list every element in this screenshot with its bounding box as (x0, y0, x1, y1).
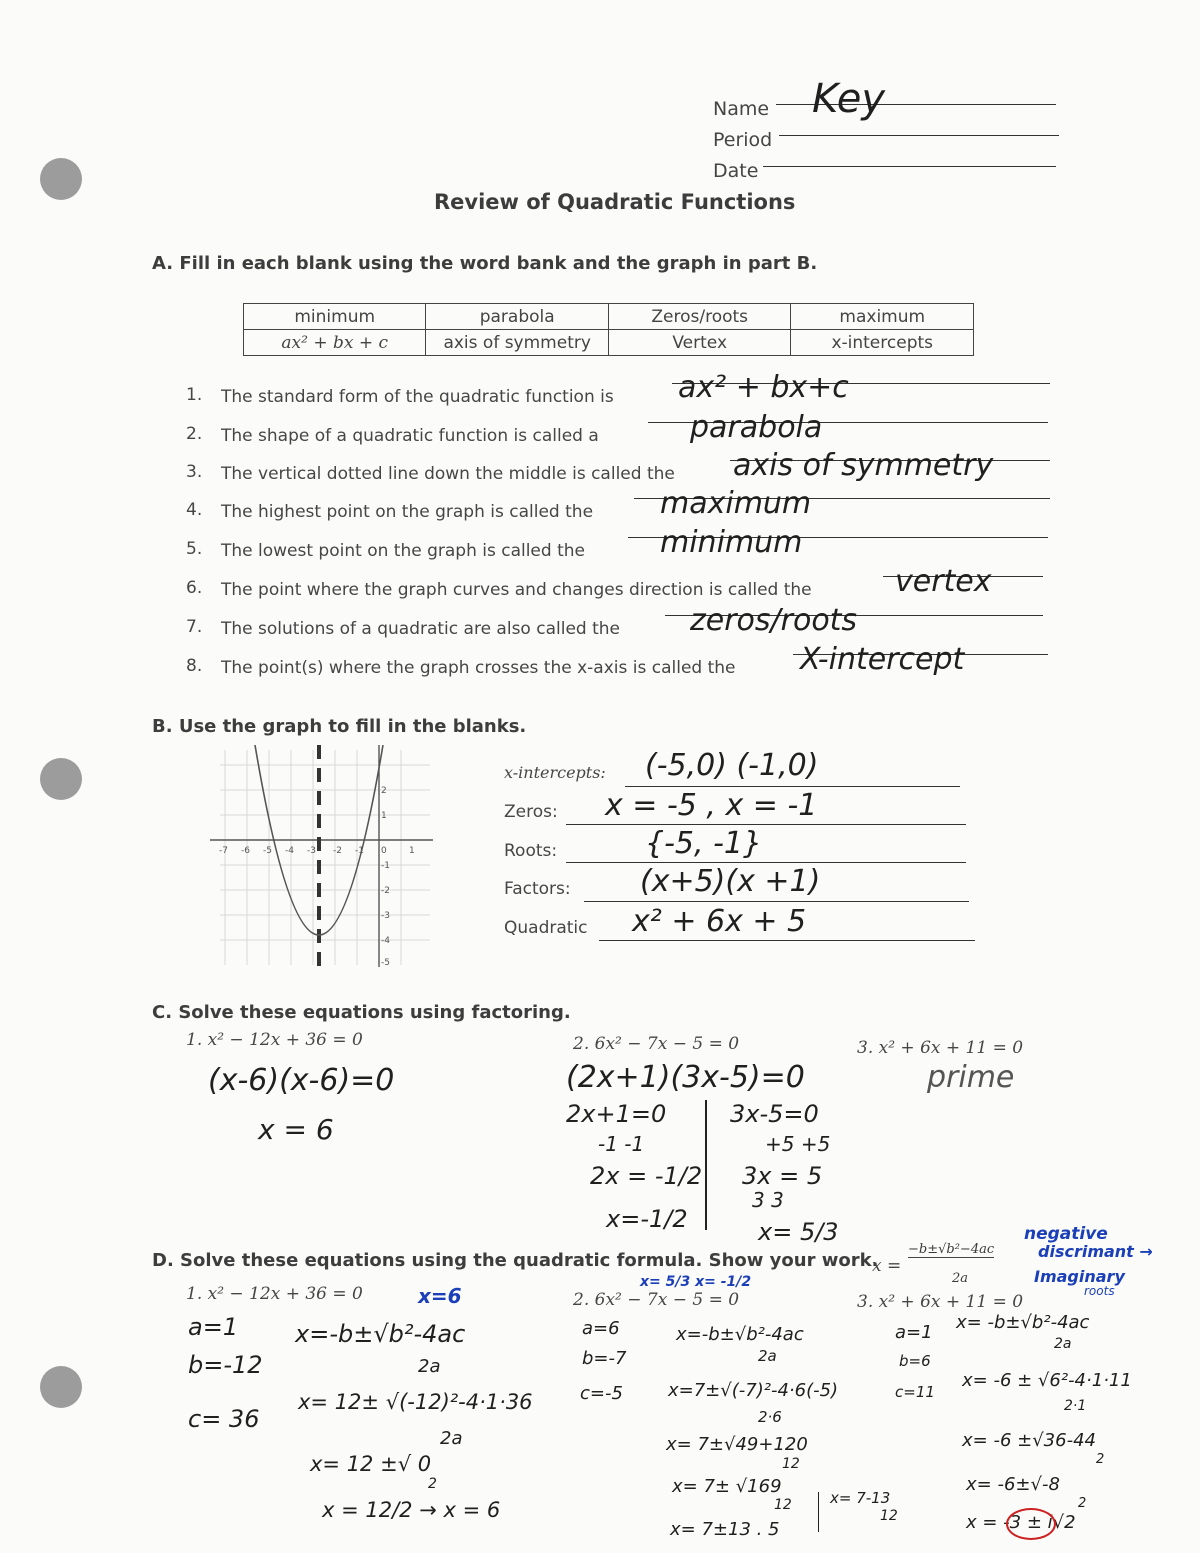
x-tick-label: -1 (355, 846, 364, 856)
x-tick-label: -4 (285, 846, 294, 856)
question-num: 8. (186, 656, 203, 676)
b-field-line (566, 824, 966, 825)
d-blue-answer: x= 5/3 x= -1/2 (640, 1274, 752, 1290)
b-field-answer: (x+5)(x +1) (640, 864, 821, 899)
x-tick-label: -7 (219, 846, 228, 856)
b-field-label: Zeros: (504, 802, 558, 822)
date-label: Date (713, 160, 759, 182)
word-bank-cell: Vertex (608, 330, 791, 356)
c-work: x= 5/3 (758, 1218, 839, 1246)
discriminant-note: discrimant → (1038, 1242, 1153, 1261)
formula-lhs: x = (872, 1256, 902, 1276)
d-work: 12 (774, 1497, 792, 1513)
b-field-line (599, 940, 975, 941)
d-coeff: b=-7 (582, 1348, 627, 1369)
question-answer: axis of symmetry (733, 448, 994, 483)
d-problem-label: 3. x² + 6x + 11 = 0 (857, 1292, 1024, 1312)
d-coeff: a=1 (895, 1322, 933, 1343)
c-work: (2x+1)(3x-5)=0 (566, 1060, 805, 1095)
d-work: x = 12/2 → x = 6 (322, 1498, 501, 1522)
question-text: The highest point on the graph is called the (221, 502, 594, 522)
d-work: x = -3 ± i√2 (966, 1512, 1076, 1533)
d-coeff: a=1 (188, 1313, 239, 1341)
formula-denominator: 2a (952, 1271, 969, 1286)
b-field-label: Factors: (504, 879, 571, 899)
parabola-graph (205, 745, 435, 970)
question-text: The vertical dotted line down the middle is called the (221, 464, 675, 484)
c-work: 3 3 (752, 1188, 784, 1212)
binder-hole-middle (40, 758, 82, 800)
period-line (779, 135, 1059, 136)
b-field-answer: {-5, -1} (645, 826, 763, 861)
question-text: The point(s) where the graph crosses the x-axis is called the (221, 658, 736, 678)
d-work: 2a (418, 1356, 441, 1377)
d-work: x= -6 ± √6²-4·1·11 (962, 1370, 1132, 1391)
d-work: 2 (1078, 1496, 1087, 1511)
x-tick-label: 1 (409, 846, 415, 856)
d-coeff: b=6 (899, 1352, 931, 1370)
c-problem-label: 1. x² − 12x + 36 = 0 (186, 1030, 363, 1050)
c-problem-label: 3. x² + 6x + 11 = 0 (857, 1038, 1024, 1058)
b-field-line (566, 862, 966, 863)
c-work: x = 6 (258, 1113, 334, 1146)
x-tick-label: -6 (241, 846, 250, 856)
word-bank-cell: x-intercepts (791, 330, 974, 356)
x-tick-label: -3 (307, 846, 316, 856)
name-value: Key (812, 76, 886, 122)
d-work: x= 7± √169 (672, 1476, 782, 1497)
section-c-heading: C. Solve these equations using factoring. (152, 1002, 571, 1023)
d-problem-label: 2. 6x² − 7x − 5 = 0 (573, 1290, 740, 1310)
b-field-line (584, 901, 969, 902)
binder-hole-top (40, 158, 82, 200)
d-problem-label: 1. x² − 12x + 36 = 0 (186, 1284, 363, 1304)
question-text: The standard form of the quadratic function is (221, 387, 614, 407)
b-field-answer: x² + 6x + 5 (632, 904, 807, 939)
word-bank-cell: maximum (791, 304, 974, 330)
b-field-answer: x = -5 , x = -1 (605, 788, 818, 823)
page-title: Review of Quadratic Functions (434, 190, 796, 214)
c-work: 2x+1=0 (566, 1100, 667, 1128)
section-d-heading: D. Solve these equations using the quadratic formula. Show your work. (152, 1250, 879, 1271)
question-num: 7. (186, 617, 203, 637)
d-work: 2·1 (1064, 1398, 1087, 1414)
x-tick-label: 0 (381, 846, 387, 856)
section-b-heading: B. Use the graph to fill in the blanks. (152, 716, 527, 737)
question-text: The solutions of a quadratic are also called the (221, 619, 620, 639)
b-field-label: x-intercepts: (504, 763, 606, 782)
b-field-label: Roots: (504, 841, 558, 861)
work-divider (818, 1492, 819, 1532)
question-answer: maximum (660, 486, 812, 521)
d-coeff: c=11 (895, 1383, 935, 1401)
word-bank-cell: parabola (426, 304, 608, 330)
d-work: x= 7-13 (830, 1489, 891, 1507)
word-bank-cell: ax² + bx + c (244, 330, 426, 356)
d-coeff: b=-12 (188, 1351, 263, 1379)
b-field-label: Quadratic (504, 918, 588, 938)
d-work: 2a (1054, 1336, 1072, 1352)
word-bank-cell: axis of symmetry (426, 330, 608, 356)
question-text: The lowest point on the graph is called the (221, 541, 585, 561)
c-work: +5 +5 (765, 1132, 831, 1156)
question-num: 1. (186, 385, 203, 405)
d-coeff: a=6 (582, 1318, 620, 1339)
c-work: -1 -1 (598, 1132, 645, 1156)
c-work: x=-1/2 (606, 1205, 688, 1233)
d-work: 2 (428, 1476, 437, 1492)
work-divider (705, 1100, 707, 1230)
question-answer: minimum (660, 525, 803, 560)
word-bank-cell: Zeros/roots (608, 304, 791, 330)
section-a-heading: A. Fill in each blank using the word bank and the graph in part B. (152, 253, 818, 274)
d-work: x= -b±√b²-4ac (956, 1312, 1090, 1333)
c-work: (x-6)(x-6)=0 (208, 1063, 395, 1098)
b-field-answer: (-5,0) (-1,0) (645, 748, 819, 783)
c-work: prime (927, 1060, 1015, 1095)
formula-numerator: −b±√b²−4ac (908, 1242, 995, 1257)
date-line (763, 166, 1056, 167)
d-work: x= 12± √(-12)²-4·1·36 (298, 1390, 533, 1414)
d-work: x=-b±√b²-4ac (676, 1324, 804, 1345)
period-label: Period (713, 129, 773, 151)
d-work: x=-b±√b²-4ac (295, 1320, 466, 1348)
x-tick-label: -5 (263, 846, 272, 856)
question-text: The shape of a quadratic function is called a (221, 426, 599, 446)
question-num: 5. (186, 539, 203, 559)
word-bank-cell: minimum (244, 304, 426, 330)
question-num: 6. (186, 578, 203, 598)
d-work: x= -6±√-8 (966, 1474, 1060, 1495)
discriminant-note: roots (1084, 1284, 1115, 1298)
d-work: x= 12 ±√ 0 (310, 1452, 432, 1476)
c-work: 3x = 5 (742, 1162, 823, 1190)
y-tick-label: 1 (381, 811, 387, 821)
question-answer: parabola (690, 410, 823, 445)
y-tick-label: -2 (381, 886, 390, 896)
d-blue-answer: x=6 (418, 1284, 462, 1308)
d-coeff: c=-5 (580, 1383, 623, 1404)
d-work: x= -6 ±√36-44 (962, 1430, 1096, 1451)
d-work: x= 7±√49+120 (666, 1434, 808, 1455)
y-tick-label: -5 (381, 958, 390, 968)
y-tick-label: -1 (381, 861, 390, 871)
discriminant-note: negative (1024, 1224, 1108, 1244)
question-num: 2. (186, 424, 203, 444)
y-tick-label: 2 (381, 786, 387, 796)
word-bank-table (243, 303, 974, 356)
b-field-line (625, 786, 960, 787)
binder-hole-bottom (40, 1366, 82, 1408)
question-num: 4. (186, 500, 203, 520)
question-answer: vertex (895, 564, 992, 599)
d-work: 2a (440, 1428, 463, 1449)
c-problem-label: 2. 6x² − 7x − 5 = 0 (573, 1034, 740, 1054)
answer-circle (1006, 1508, 1056, 1540)
y-tick-label: -4 (381, 936, 390, 946)
c-work: 2x = -1/2 (590, 1162, 703, 1190)
question-answer: X-intercept (800, 642, 965, 677)
x-tick-label: -2 (333, 846, 342, 856)
question-text: The point where the graph curves and changes direction is called the (221, 580, 812, 600)
d-work: 2a (758, 1347, 777, 1365)
d-coeff: c= 36 (188, 1405, 260, 1433)
d-work: x=7±√(-7)²-4·6(-5) (668, 1380, 839, 1401)
d-work: 12 (782, 1456, 800, 1472)
c-work: 3x-5=0 (730, 1100, 819, 1128)
d-work: 2·6 (758, 1408, 782, 1426)
question-answer: zeros/roots (690, 603, 858, 638)
d-work: x= 7±13 . 5 (670, 1519, 780, 1540)
discriminant-note: Imaginary (1034, 1267, 1125, 1286)
question-answer: ax² + bx+c (678, 370, 849, 405)
y-tick-label: -3 (381, 911, 390, 921)
name-label: Name (713, 98, 770, 120)
d-work: 12 (880, 1508, 898, 1524)
d-work: 2 (1096, 1452, 1105, 1467)
question-num: 3. (186, 462, 203, 482)
